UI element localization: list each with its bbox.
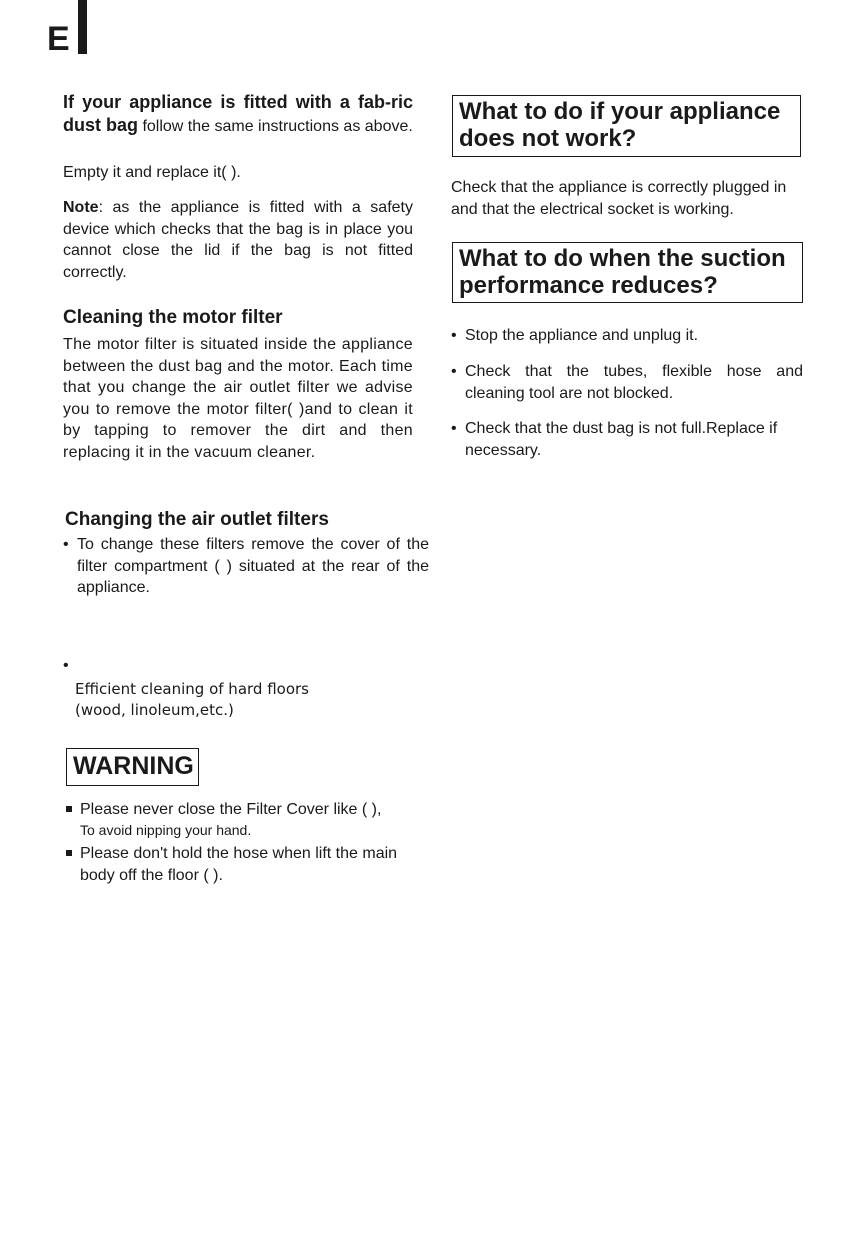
- warning-item-2-text: Please don't hold the hose when lift the main body off the floor ( ).: [80, 845, 398, 884]
- suction-item-3-text: Check that the dust bag is not full.Replace if necessary.: [465, 420, 778, 459]
- warning-item-1-main: Please never close the Filter Cover like ( ),: [80, 801, 382, 818]
- bullet-dot: •: [451, 420, 457, 437]
- warning-title: WARNING: [73, 752, 194, 780]
- suction-item-2-text: Check that the tubes, flexible hose and cleaning tool are not blocked.: [465, 363, 803, 402]
- suction-box: [452, 242, 803, 303]
- not-work-title: What to do if your appliance does not work?: [459, 98, 781, 152]
- hard-floor-bullet: •: [63, 657, 69, 674]
- note-text: : as the appliance is fitted with a safety device which checks that the bag is in place you cannot close the lid if the bag is not fitted correctly.: [63, 199, 413, 281]
- warning-item-1: [66, 799, 436, 839]
- fabric-bag-rest: follow the same instructions as above.: [138, 117, 413, 135]
- fabric-bag-paragraph: [63, 92, 413, 137]
- air-outlet-text: To change these filters remove the cover of the filter compartment ( ) situated at the rear of the appliance.: [77, 536, 429, 596]
- square-bullet: [66, 806, 72, 812]
- warning-item-2: [66, 843, 416, 886]
- square-bullet: [66, 850, 72, 856]
- bullet-dot: •: [451, 327, 457, 344]
- header-bar: [78, 0, 87, 54]
- bullet-dot: •: [451, 363, 457, 380]
- motor-filter-text: The motor filter is situated inside the appliance between the dust bag and the motor. Each time that you change the air outlet filter we advise you to remove the motor filter( )and to clean it by tapping to remover the dirt and then replacing it in the vacuum cleaner.: [63, 336, 413, 461]
- fabric-bag-line2: Empty it and replace it( ).: [63, 164, 241, 181]
- air-outlet-bullet: [63, 534, 429, 599]
- hard-floor-line2: (wood, linoleum,etc.): [75, 701, 234, 719]
- note-label: Note: [63, 199, 99, 216]
- air-outlet-title: Changing the air outlet filters: [65, 509, 329, 530]
- suction-item-1: [451, 325, 803, 347]
- suction-item-2: [451, 361, 803, 404]
- warning-box: [66, 748, 199, 786]
- warning-item-1-sub: To avoid nipping your hand.: [80, 821, 252, 838]
- bullet-dot: •: [63, 536, 69, 553]
- suction-item-3: [451, 418, 803, 461]
- not-work-text: Check that the appliance is correctly plugged in and that the electrical socket is working.: [451, 179, 787, 218]
- fabric-bag-lead: If your appliance is fitted with a fab-ric dust bag: [63, 92, 413, 135]
- not-work-box: [452, 95, 801, 157]
- suction-item-1-text: Stop the appliance and unplug it.: [465, 327, 699, 344]
- motor-filter-title: Cleaning the motor filter: [63, 307, 283, 328]
- note-paragraph: [63, 197, 413, 283]
- hard-floor-line1: Efficient cleaning of hard floors: [75, 680, 309, 698]
- language-letter: E: [47, 20, 70, 58]
- suction-title: What to do when the suction performance reduces?: [459, 245, 786, 299]
